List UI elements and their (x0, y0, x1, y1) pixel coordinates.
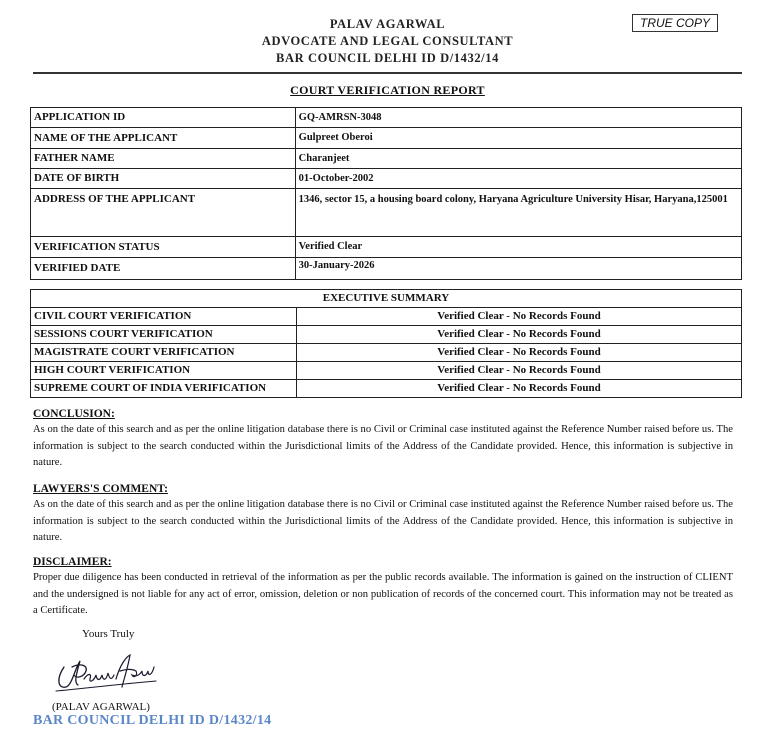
lawyer-comment-section (33, 482, 733, 547)
true-copy-stamp: TRUE COPY (632, 14, 718, 32)
disclaimer-heading: DISCLAIMER: (33, 556, 112, 568)
table-row (31, 258, 742, 280)
row-label: DATE OF BIRTH (31, 169, 296, 189)
table-row (31, 380, 742, 398)
header-divider (33, 72, 742, 74)
handwritten-signature (50, 645, 165, 700)
signatory-name: (PALAV AGARWAL) (52, 701, 150, 713)
table-row (31, 344, 742, 362)
row-label: VERIFICATION STATUS (31, 237, 296, 258)
table-row (31, 362, 742, 380)
row-value: Verified Clear (295, 237, 741, 258)
conclusion-section (33, 407, 733, 472)
lawyer-comment-heading: LAWYERS'S COMMENT: (33, 483, 168, 495)
table-row (31, 169, 742, 189)
row-value: Charanjeet (295, 149, 741, 169)
applicant-details-table (30, 107, 742, 280)
conclusion-text: As on the date of this search and as per the online litigation database there is no Civil or Criminal case instituted against the Reference Number raised before us. The information is subject to the search conducted within the Jurisdictional limits of the Address of the Candidate provided. Hence, this information is subjective in nature. (33, 424, 733, 468)
row-label: CIVIL COURT VERIFICATION (31, 308, 297, 326)
row-value: Gulpreet Oberoi (295, 128, 741, 149)
table-row (31, 189, 742, 237)
table-row (31, 308, 742, 326)
table-row (31, 326, 742, 344)
executive-summary-table (30, 289, 742, 398)
closing-salutation: Yours Truly (82, 628, 135, 640)
row-value: Verified Clear - No Records Found (297, 308, 742, 326)
row-label: SESSIONS COURT VERIFICATION (31, 326, 297, 344)
row-value: Verified Clear - No Records Found (297, 380, 742, 398)
row-label: HIGH COURT VERIFICATION (31, 362, 297, 380)
table-row (31, 237, 742, 258)
table-row (31, 128, 742, 149)
advocate-bar-id: BAR COUNCIL DELHI ID D/1432/14 (276, 51, 499, 65)
row-value: Verified Clear - No Records Found (297, 362, 742, 380)
disclaimer-section (33, 555, 733, 620)
advocate-name: PALAV AGARWAL (329, 17, 446, 31)
conclusion-heading: CONCLUSION: (33, 408, 115, 420)
disclaimer-text: Proper due diligence has been conducted in retrieval of the information as per the public records available. The information is gained on the instruction of CLIENT and the undersigned is not liable for any act of error, omission, deletion or non publication of records of the concerned court. This information may not be treated as a Certificate. (33, 572, 733, 616)
row-value: Verified Clear - No Records Found (297, 344, 742, 362)
row-value: 01-October-2002 (295, 169, 741, 189)
row-value: Verified Clear - No Records Found (297, 326, 742, 344)
row-label: SUPREME COURT OF INDIA VERIFICATION (31, 380, 297, 398)
row-value: GQ-AMRSN-3048 (295, 108, 741, 128)
row-label: APPLICATION ID (31, 108, 296, 128)
executive-summary-title: EXECUTIVE SUMMARY (31, 290, 742, 308)
row-label: ADDRESS OF THE APPLICANT (31, 189, 296, 237)
report-title: COURT VERIFICATION REPORT (290, 83, 485, 97)
row-value: 1346, sector 15, a housing board colony, Haryana Agriculture University Hisar, Haryana,125001 (295, 189, 741, 237)
row-label: MAGISTRATE COURT VERIFICATION (31, 344, 297, 362)
signatory-bar-id: BAR COUNCIL DELHI ID D/1432/14 (33, 713, 272, 728)
table-row (31, 149, 742, 169)
table-row (31, 108, 742, 128)
table-row (31, 290, 742, 308)
row-label: VERIFIED DATE (31, 258, 296, 280)
row-label: NAME OF THE APPLICANT (31, 128, 296, 149)
row-label: FATHER NAME (31, 149, 296, 169)
row-value: 30-January-2026 (295, 258, 741, 280)
advocate-designation: ADVOCATE AND LEGAL CONSULTANT (261, 34, 514, 48)
lawyer-comment-text: As on the date of this search and as per the online litigation database there is no Civil or Criminal case instituted against the Reference Number raised before us. The information is subject to the search conducted within the Jurisdictional limits of the Address of the Candidate provided. Hence, this information is subjective in nature. (33, 499, 733, 543)
